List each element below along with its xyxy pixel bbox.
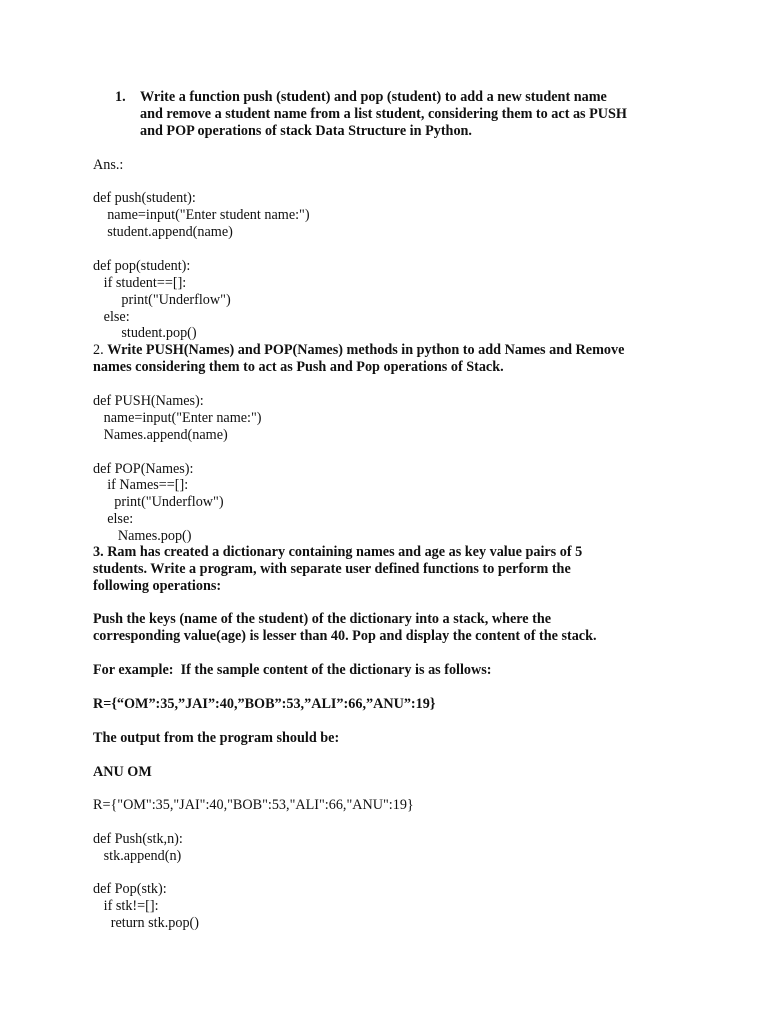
q3-line-2: students. Write a program, with separate user defined functions to perform the bbox=[93, 561, 571, 577]
code-line: def PUSH(Names): bbox=[93, 393, 204, 409]
q3-output-label: The output from the program should be: bbox=[93, 730, 340, 746]
code-line: name=input("Enter student name:") bbox=[93, 207, 310, 223]
code-line: Names.pop() bbox=[93, 528, 192, 544]
q3-push-line-2: corresponding value(age) is lesser than 40. Pop and display the content of the stack. bbox=[93, 628, 597, 644]
q1-number: 1. bbox=[115, 89, 126, 105]
code-line: def Pop(stk): bbox=[93, 881, 167, 897]
code-line: else: bbox=[93, 511, 134, 527]
q2-line-2: names considering them to act as Push and Pop operations of Stack. bbox=[93, 359, 504, 375]
code-line: print("Underflow") bbox=[93, 292, 231, 308]
code-line: if student==[]: bbox=[93, 275, 187, 291]
code-line: stk.append(n) bbox=[93, 848, 182, 864]
q3-line-1: 3. Ram has created a dictionary containing names and age as key value pairs of 5 bbox=[93, 544, 583, 560]
code-line: def Push(stk,n): bbox=[93, 831, 183, 847]
q3-example-label: For example: If the sample content of the dictionary is as follows: bbox=[93, 662, 492, 678]
code-line: else: bbox=[93, 309, 130, 325]
q3-example-dict: R={“OM”:35,”JAI”:40,”BOB”:53,”ALI”:66,”ANU”:19} bbox=[93, 696, 436, 712]
q3-push-line-1: Push the keys (name of the student) of the dictionary into a stack, where the bbox=[93, 611, 552, 627]
answer-label: Ans.: bbox=[93, 157, 124, 173]
code-line: if stk!=[]: bbox=[93, 898, 159, 914]
code-line: Names.append(name) bbox=[93, 427, 228, 443]
q3-line-3: following operations: bbox=[93, 578, 222, 594]
code-line: def pop(student): bbox=[93, 258, 191, 274]
code-line: R={"OM":35,"JAI":40,"BOB":53,"ALI":66,"ANU":19} bbox=[93, 797, 414, 813]
code-line: student.pop() bbox=[93, 325, 197, 341]
code-line: return stk.pop() bbox=[93, 915, 199, 931]
code-line: student.append(name) bbox=[93, 224, 233, 240]
q1-line-3: and POP operations of stack Data Structure in Python. bbox=[140, 123, 472, 139]
code-line: def POP(Names): bbox=[93, 461, 194, 477]
q2-line-1 bbox=[93, 342, 624, 359]
q2-text-1: Write PUSH(Names) and POP(Names) methods in python to add Names and Remove bbox=[107, 342, 625, 358]
q1-line-1: Write a function push (student) and pop (student) to add a new student name bbox=[140, 89, 607, 105]
q2-number: 2. bbox=[93, 342, 108, 358]
code-line: print("Underflow") bbox=[93, 494, 224, 510]
q1-line-2: and remove a student name from a list student, considering them to act as PUSH bbox=[140, 106, 627, 122]
code-line: def push(student): bbox=[93, 190, 196, 206]
code-line: if Names==[]: bbox=[93, 477, 189, 493]
q3-output-value: ANU OM bbox=[93, 764, 152, 780]
code-line: name=input("Enter name:") bbox=[93, 410, 262, 426]
